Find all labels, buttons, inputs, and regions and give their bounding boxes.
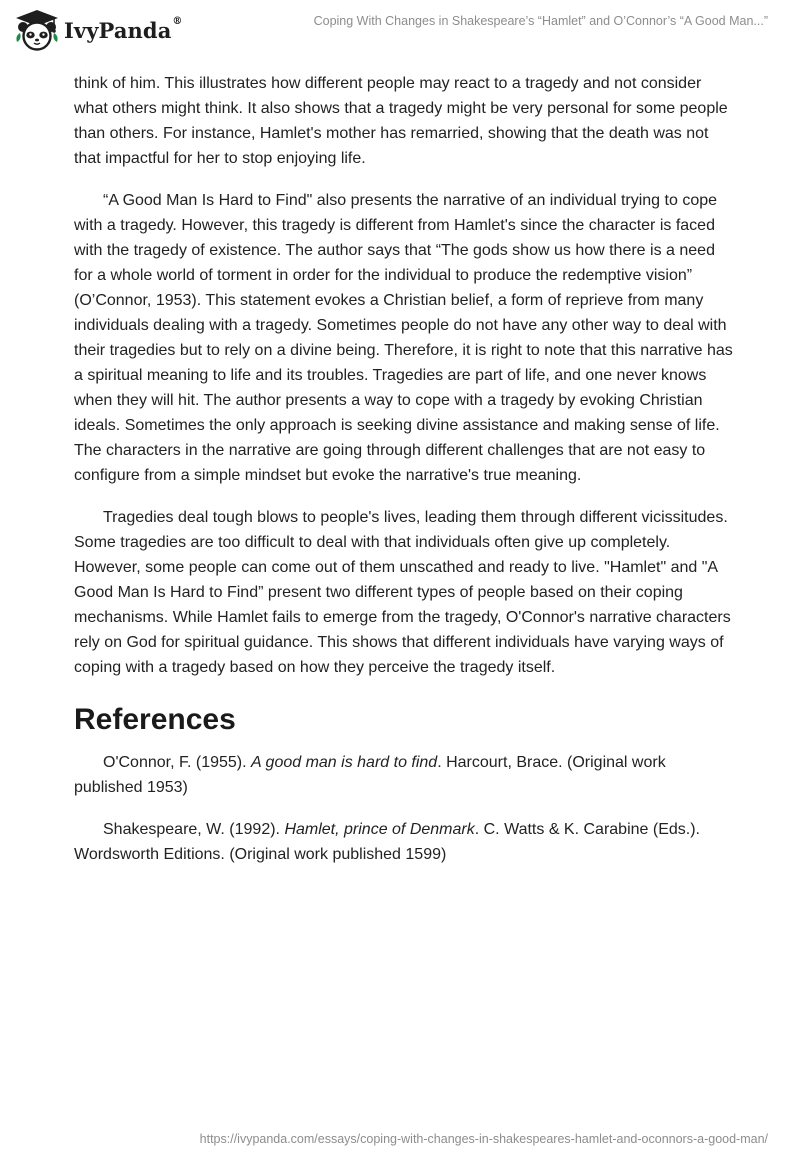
registered-mark: ® xyxy=(172,15,183,27)
page-header xyxy=(0,0,800,60)
reference-details: . C. Watts & K. Carabine (Eds.). Wordsworth Editions. (Original work published 1599) xyxy=(74,821,700,863)
reference-item xyxy=(74,817,734,867)
essay-content xyxy=(74,71,734,884)
reference-authors: O'Connor, F. (1955). xyxy=(103,754,252,771)
body-paragraph: think of him. This illustrates how different people may react to a tragedy and not consider what others might think. It also shows that a tragedy might be very personal for some people than others. For instance, Hamlet's mother has remarried, showing that the death was not that impactful for her to stop enjoying life. xyxy=(74,75,728,167)
references-heading: References xyxy=(74,703,236,736)
body-paragraph: Tragedies deal tough blows to people's lives, leading them through different vicissitudes. Some tragedies are too difficult to deal with that individuals often give up completely. However, some people can come out of them unscathed and ready to live. "Hamlet" and "A Good Man Is Hard to Find” present two different types of people based on their coping mechanisms. While Hamlet fails to emerge from the tragedy, O'Connor's narrative characters rely on God for spiritual guidance. This shows that different individuals have varying ways of coping with a tragedy based on how they perceive the tragedy itself. xyxy=(74,509,731,676)
body-paragraph: “A Good Man Is Hard to Find" also presents the narrative of an individual trying to cope with a tragedy. However, this tragedy is different from Hamlet's since the character is faced with the tragedy of existence. The author says that “The gods show us how there is a need for a whole world of torment in order for the individual to produce the redemptive vision” (O’Connor, 1953). This statement evokes a Christian belief, a form of reprieve from many individuals dealing with a tragedy. Sometimes people do not have any other way to deal with their tragedies but to rely on a divine being. Therefore, it is right to note that this narrative has a spiritual meaning to life and its troubles. Tragedies are part of life, and one never knows when they will hit. The author presents a way to cope with a tragedy by evoking Christian ideals. Sometimes the only approach is seeking divine assistance and making sense of life. The characters in the narrative are going through different challenges that are not easy to configure from a simple mindset but evoke the narrative's true meaning. xyxy=(74,192,733,484)
brand-name: IvyPanda® xyxy=(64,15,183,43)
panda-graduate-icon xyxy=(14,8,60,52)
document-title: Coping With Changes in Shakespeare’s “Hamlet” and O’Connor’s “A Good Man...” xyxy=(313,14,768,28)
footer-url-link[interactable]: https://ivypanda.com/essays/coping-with-changes-in-shakespeares-hamlet-and-oconnors-a-good-man/ xyxy=(199,1132,768,1146)
site-logo[interactable] xyxy=(14,8,183,52)
reference-title: A good man is hard to find xyxy=(251,754,438,771)
reference-details: . Harcourt, Brace. (Original work published 1953) xyxy=(74,754,666,796)
reference-item xyxy=(74,750,734,800)
reference-title: Hamlet, prince of Denmark xyxy=(284,821,475,838)
reference-authors: Shakespeare, W. (1992). xyxy=(103,821,285,838)
